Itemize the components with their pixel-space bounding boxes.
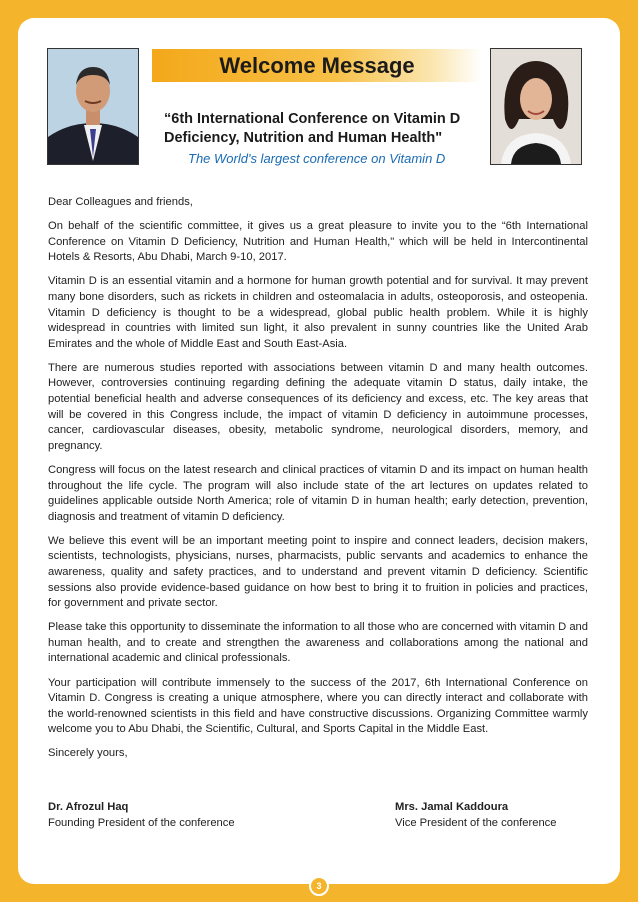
letter-page (18, 18, 620, 891)
signature-left (48, 799, 235, 831)
signatory-name: Mrs. Jamal Kaddoura (395, 801, 509, 813)
signatory-name: Dr. Afrozul Haq (48, 801, 129, 813)
paragraph: Please take this opportunity to disseminate the information to all those who are concerned with vitamin D and human health, and to create and strengthen the awareness and collaborations among the national and international academic and clinical professionals. (48, 621, 588, 665)
greeting: Dear Colleagues and friends, (48, 196, 193, 208)
conference-subtitle: The World's largest conference on Vitamin D (188, 151, 446, 166)
signature-right (395, 799, 557, 831)
paragraph: On behalf of the scientific committee, it gives us a great pleasure to invite you to the “6th International Conference on Vitamin D Deficiency, Nutrition and Human Health," which will be held in Intercontinental Hotels & Resorts, Abu Dhabi, March 9-10, 2017. (48, 220, 588, 264)
paragraph: We believe this event will be an important meeting point to inspire and connect leaders, decision makers, scientists, technologists, physicians, nurses, pharmacists, public servants and academics to enhance the awareness, quality and safety practices, and to understand and prevent vitamin D deficiency. Scientific sessions also provide evidence-based guidance on how best to bring it to fruition in policies and practices, for government and private sector. (48, 534, 588, 610)
signatory-role: Vice President of the conference (395, 817, 557, 829)
closing: Sincerely yours, (48, 747, 128, 760)
page-title: Welcome Message (219, 53, 415, 78)
paragraph: There are numerous studies reported with associations between vitamin D and many health outcomes. However, controversies continuing regarding defining the adequate vitamin D status, daily intake, the potential beneficial health and adverse consequences of its deficiency and excess, etc. The key areas that will be covered in this Congress include, the impact of vitamin D deficiency in autoimmune processes, cancer, cardiovascular diseases, obesity, metabolic syndrome, neurological disorders, memory, and pregnancy. (48, 361, 588, 452)
page-number: 3 (309, 876, 329, 896)
paragraph: Congress will focus on the latest research and clinical practices of vitamin D and its impact on human health throughout the life cycle. The program will also include state of the art lectures on updates related to guidelines applicable outside North America; role of vitamin D in human health; early detection, prevention, diagnosis and treatment of vitamin D deficiency. (48, 463, 588, 523)
paragraph: Vitamin D is an essential vitamin and a hormone for human growth potential and for survival. It may prevent many bone disorders, such as rickets in children and osteomalacia in adults, osteoporosis, and osteopenia. Vitamin D deficiency is thought to be a widespread, global public health problem. While it is highly widespread in countries with limited sun light, it also prevalent in sunny countries like the United Arab Emirates and the whole of Middle East and South East-Asia. (48, 275, 588, 350)
conference-title: “6th International Conference on Vitamin D Deficiency, Nutrition and Human Health" (164, 111, 461, 146)
letter-body (48, 195, 588, 771)
president-photo (47, 48, 139, 165)
paragraph: Your participation will contribute immensely to the success of the 2017, 6th International Conference on Vitamin D. Congress is creating a unique atmosphere, where you can directly interact and collaborate with the world-renowned scientists in this field and have constructive discussions. Organizing Committee warmly welcome you to Abu Dhabi, the Scientific, Cultural, and Sports Capital in the Middle East. (48, 676, 588, 736)
signatory-role: Founding President of the conference (48, 817, 235, 829)
vice-president-photo (490, 48, 582, 165)
